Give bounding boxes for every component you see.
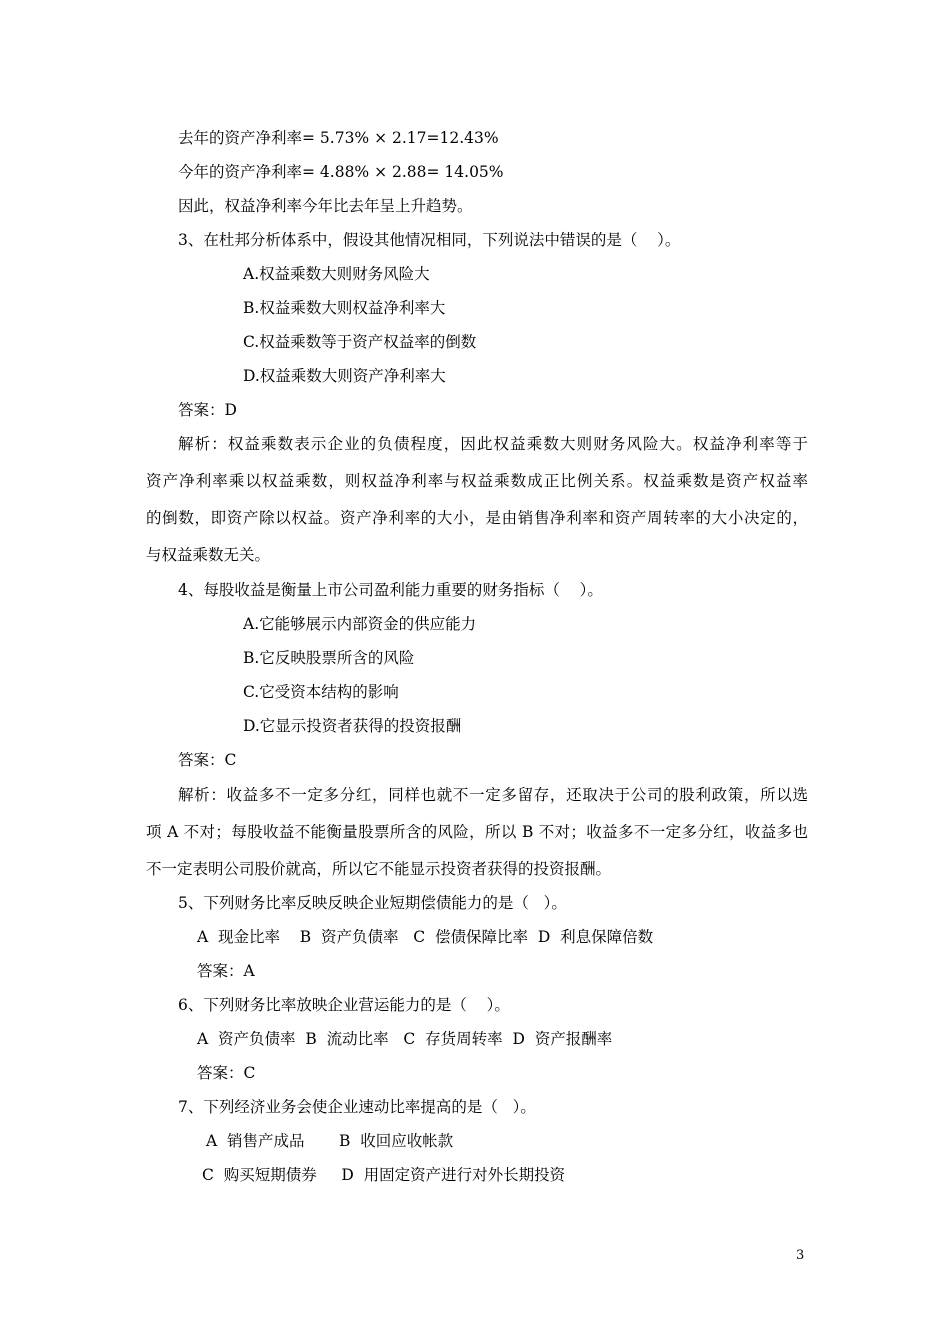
- options-row: A 销售产成品 B 收回应收帐款: [206, 1132, 454, 1150]
- explanation-line: 解析：收益多不一定多分红，同样也就不一定多留存，还取决于公司的股利政策，所以选: [178, 786, 808, 804]
- text-line: 今年的资产净利率= 4.88% × 2.88= 14.05%: [178, 163, 504, 181]
- option-d: D.它显示投资者获得的投资报酬: [243, 717, 462, 735]
- question-3: 3、在杜邦分析体系中，假设其他情况相同，下列说法中错误的是（ ）。: [178, 231, 681, 249]
- page-number: 3: [796, 1248, 805, 1263]
- answer: 答案：C: [178, 751, 237, 769]
- explanation-line: 与权益乘数无关。: [146, 546, 271, 564]
- question-5: 5、下列财务比率反映反映企业短期偿债能力的是（ ）。: [178, 894, 567, 912]
- explanation-line: 不一定表明公司股价就高，所以它不能显示投资者获得的投资报酬。: [146, 860, 612, 878]
- text-line: 去年的资产净利率= 5.73% × 2.17=12.43%: [178, 129, 499, 147]
- option-a: A.它能够展示内部资金的供应能力: [243, 615, 477, 633]
- explanation-line: 项 A 不对；每股收益不能衡量股票所含的风险，所以 B 不对；收益多不一定多分红，收益多也: [146, 823, 808, 841]
- options-row: A 现金比率 B 资产负债率 C 偿债保障比率 D 利息保障倍数: [197, 928, 654, 946]
- explanation-line: 的倒数，即资产除以权益。资产净利率的大小，是由销售净利率和资产周转率的大小决定的，: [146, 509, 808, 527]
- answer: 答案：C: [197, 1064, 256, 1082]
- option-b: B.权益乘数大则权益净利率大: [243, 299, 446, 317]
- option-b: B.它反映股票所含的风险: [243, 649, 415, 667]
- option-c: C.权益乘数等于资产权益率的倒数: [243, 333, 477, 351]
- question-4: 4、每股收益是衡量上市公司盈利能力重要的财务指标（ ）。: [178, 581, 603, 599]
- text-line: 因此，权益净利率今年比去年呈上升趋势。: [178, 197, 473, 215]
- question-7: 7、下列经济业务会使企业速动比率提高的是（ ）。: [178, 1098, 536, 1116]
- options-row: A 资产负债率 B 流动比率 C 存货周转率 D 资产报酬率: [197, 1030, 613, 1048]
- option-c: C.它受资本结构的影响: [243, 683, 399, 701]
- explanation-line: 资产净利率乘以权益乘数，则权益净利率与权益乘数成正比例关系。权益乘数是资产权益率: [146, 472, 808, 490]
- options-row: C 购买短期债券 D 用固定资产进行对外长期投资: [202, 1166, 566, 1184]
- answer: 答案：D: [178, 401, 237, 419]
- explanation-line: 解析：权益乘数表示企业的负债程度，因此权益乘数大则财务风险大。权益净利率等于: [178, 435, 808, 453]
- question-6: 6、下列财务比率放映企业营运能力的是（ ）。: [178, 996, 510, 1014]
- answer: 答案：A: [197, 962, 255, 980]
- option-d: D.权益乘数大则资产净利率大: [243, 367, 446, 385]
- option-a: A.权益乘数大则财务风险大: [243, 265, 430, 283]
